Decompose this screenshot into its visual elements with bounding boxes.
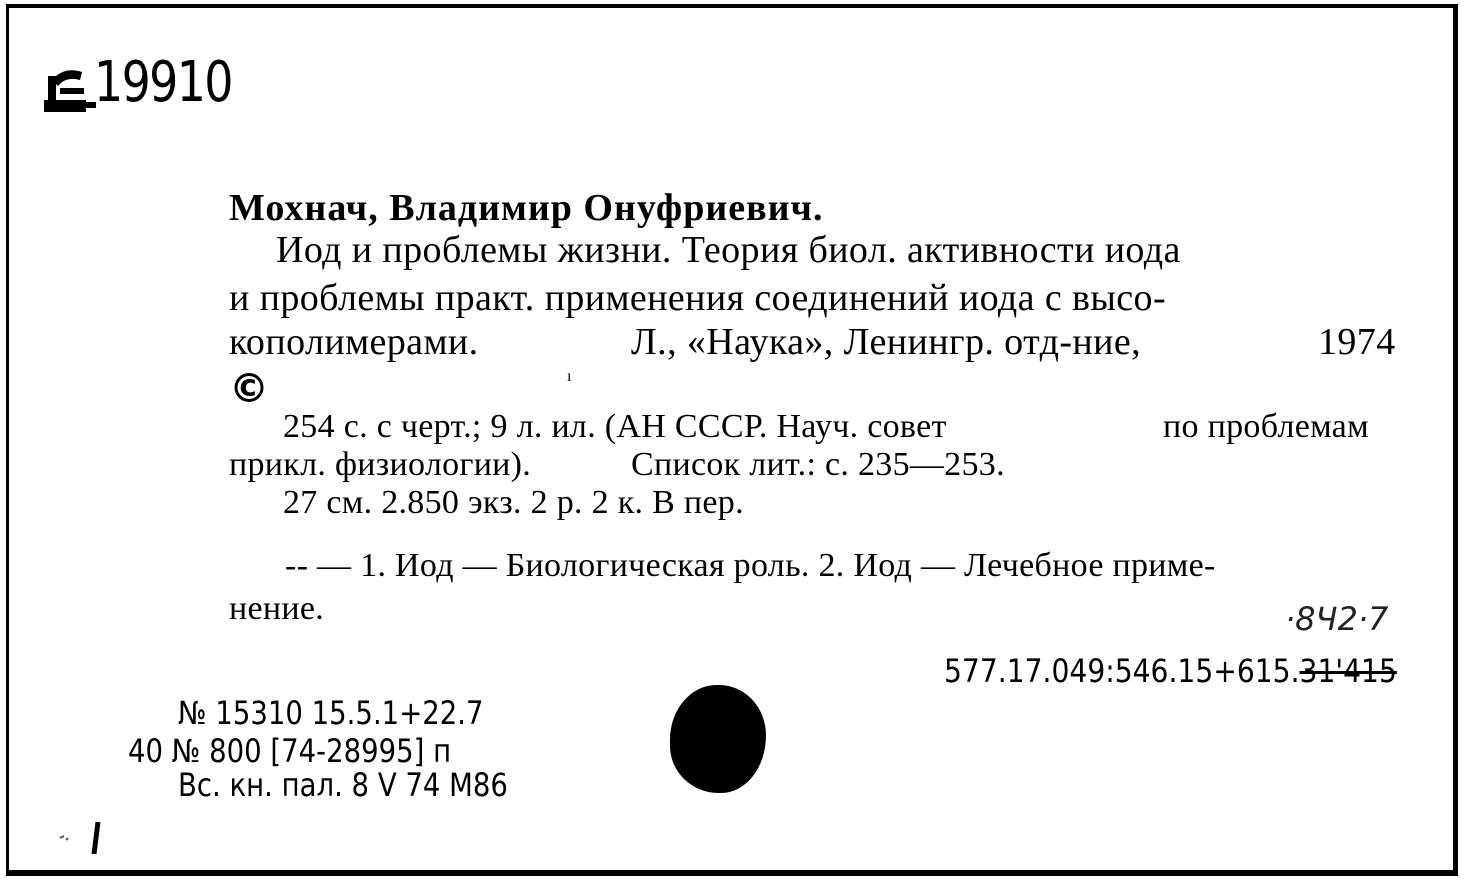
publisher-imprint: Л., «Наука», Ленингр. отд-ние, xyxy=(631,321,1142,363)
physical-description-line-1-right: по проблемам xyxy=(1163,408,1369,445)
bibliography-note: Список лит.: с. 235—253. xyxy=(631,446,1005,483)
handwritten-classification-mark: ·8Ч2·7 xyxy=(1285,600,1389,638)
publication-year: 1974 xyxy=(1318,321,1396,363)
inventory-stamp xyxy=(42,50,262,130)
subject-headings-line-1: -- — 1. Иод — Биологическая роль. 2. Иод — Лечебное приме- xyxy=(285,547,1216,584)
copyright-icon: © xyxy=(229,366,269,412)
udc-classification xyxy=(944,652,1397,690)
inventory-mark-icon xyxy=(42,58,98,118)
title-line-2: и проблемы практ. применения соединений иода с высо- xyxy=(229,277,1166,319)
udc-struck-out: 31'415 xyxy=(1299,652,1397,690)
subject-headings-line-2: нение. xyxy=(229,590,325,627)
physical-description-line-3: 27 см. 2.850 экз. 2 р. 2 к. В пер. xyxy=(283,484,744,521)
chamber-registry-line: Вс. кн. пал. 8 V 74 М86 xyxy=(178,766,508,804)
order-number-line: 40 № 800 [74-28995] п xyxy=(128,732,452,770)
pencil-tick-icon xyxy=(58,818,118,858)
physical-description-line-1: 254 с. с черт.; 9 л. ил. (АН СССР. Науч. совет xyxy=(283,408,947,445)
punch-hole xyxy=(670,685,766,793)
title-line-1: Иод и проблемы жизни. Теория биол. активности иода xyxy=(276,229,1181,271)
title-line-3-left: кополимерами. xyxy=(229,321,479,363)
udc-main: 577.17.049:546.15+615. xyxy=(944,652,1300,690)
card-number-line: № 15310 15.5.1+22.7 xyxy=(178,694,484,732)
inventory-number: 19910 xyxy=(94,50,232,115)
physical-description-line-2: прикл. физиологии). xyxy=(229,446,532,483)
author-heading: Мохнач, Владимир Онуфриевич. xyxy=(229,187,824,229)
speck-mark: ı xyxy=(567,368,572,385)
